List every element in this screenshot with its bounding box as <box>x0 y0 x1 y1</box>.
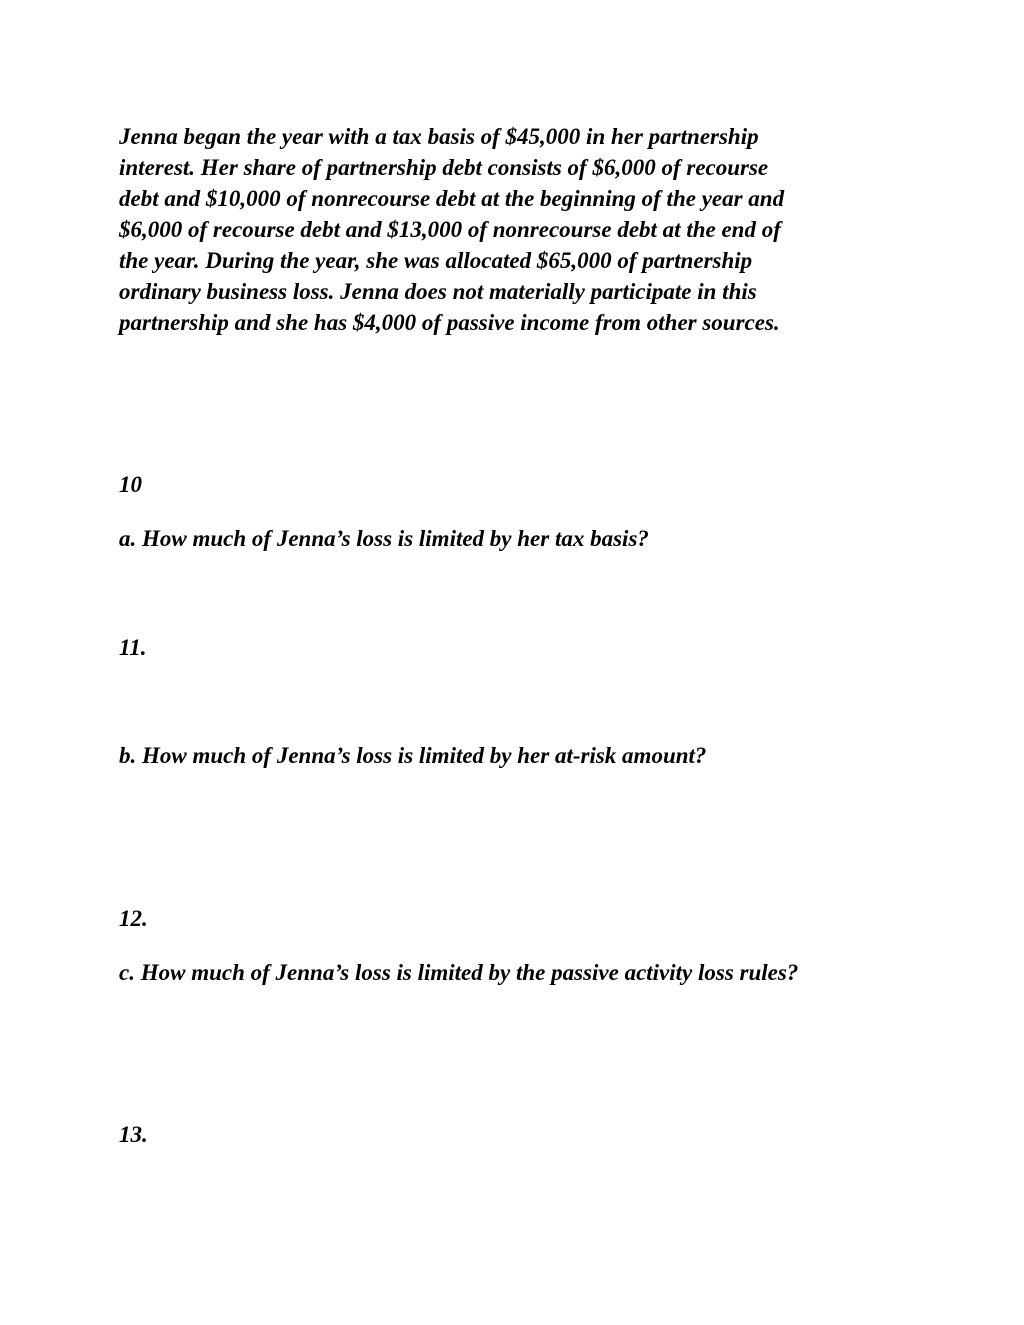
question-b: b. How much of Jenna’s loss is limited by her at-risk amount? <box>119 743 707 768</box>
question-number-11: 11. <box>119 635 147 660</box>
question-number-12: 12. <box>119 906 148 931</box>
paragraph-line: Jenna began the year with a tax basis of $45,000 in her partnership <box>119 124 759 149</box>
paragraph-line: debt and $10,000 of nonrecourse debt at the beginning of the year and <box>119 186 785 211</box>
question-number-10: 10 <box>119 472 142 497</box>
question-a: a. How much of Jenna’s loss is limited by her tax basis? <box>119 526 649 551</box>
question-c: c. How much of Jenna’s loss is limited by the passive activity loss rules? <box>119 960 799 985</box>
paragraph-line: interest. Her share of partnership debt consists of $6,000 of recourse <box>119 155 769 180</box>
paragraph-line: partnership and she has $4,000 of passive income from other sources. <box>119 310 780 335</box>
problem-paragraph <box>119 121 784 338</box>
paragraph-line: $6,000 of recourse debt and $13,000 of nonrecourse debt at the end of <box>119 217 781 242</box>
paragraph-line: the year. During the year, she was allocated $65,000 of partnership <box>119 248 753 273</box>
question-number-13: 13. <box>119 1122 148 1147</box>
paragraph-line: ordinary business loss. Jenna does not materially participate in this <box>119 279 757 304</box>
